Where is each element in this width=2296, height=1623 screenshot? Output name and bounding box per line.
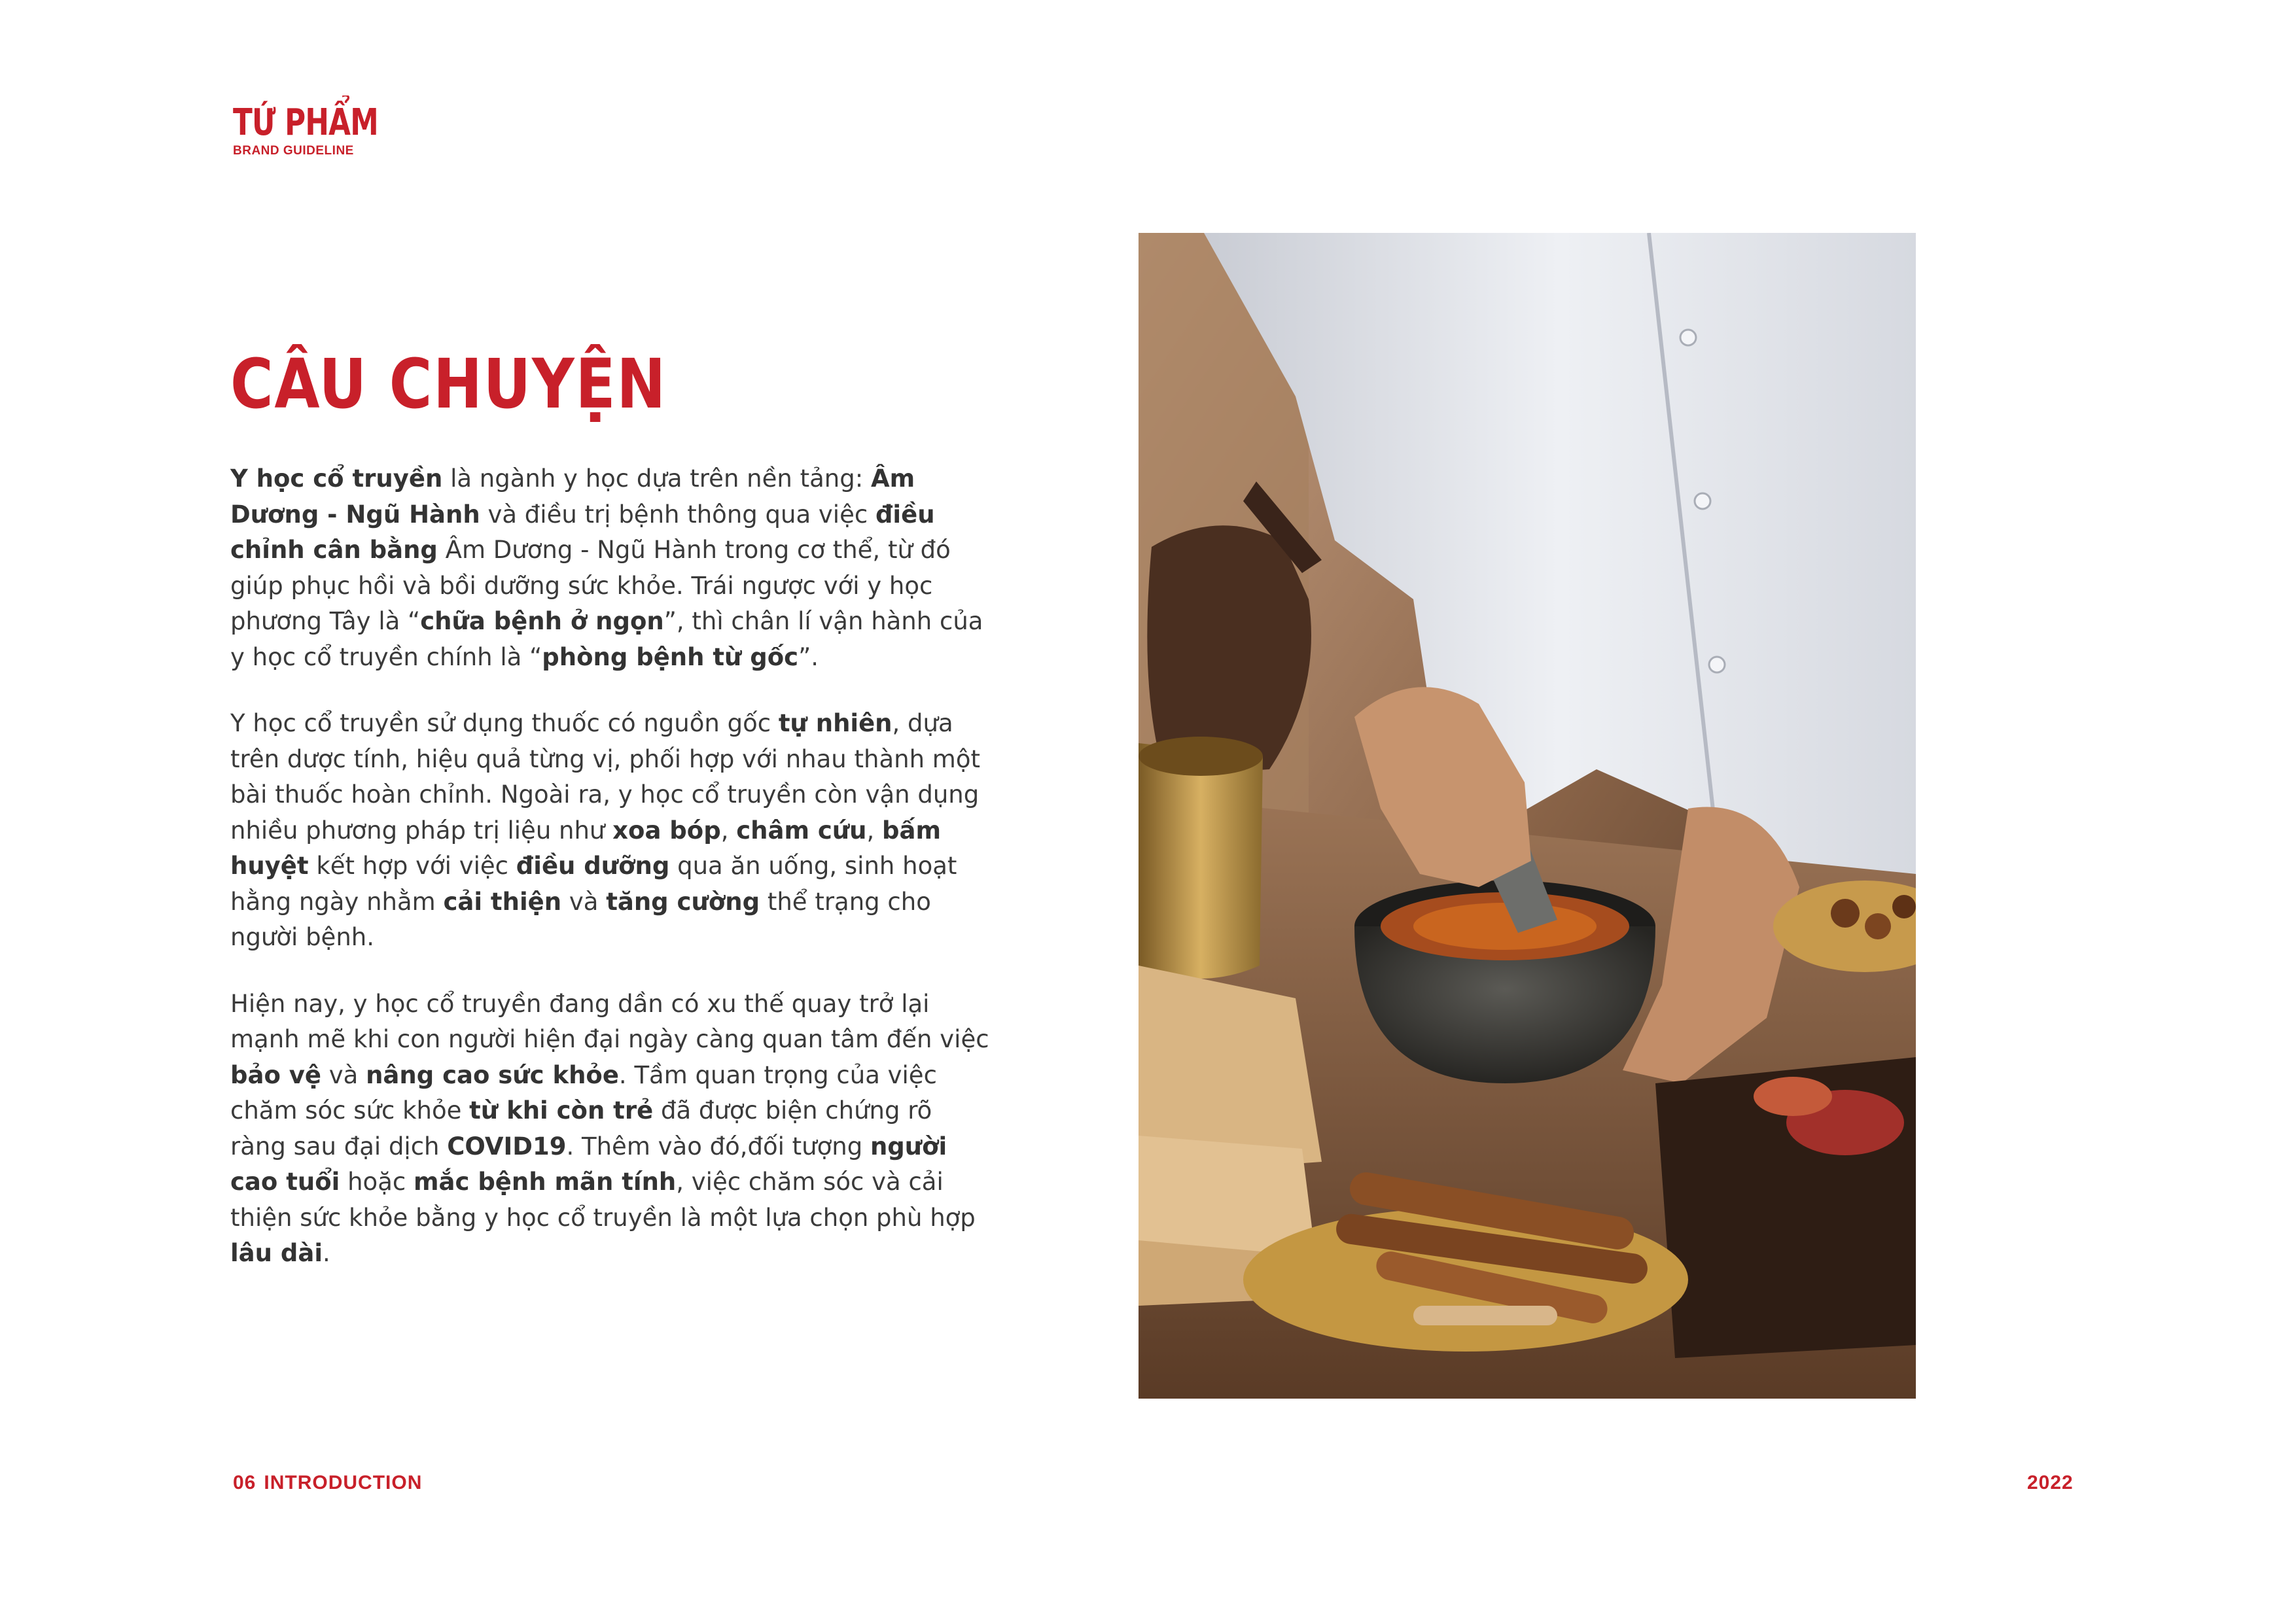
brand-name: TỨ PHẨM — [233, 101, 378, 144]
emphasis-text: xoa bóp — [612, 816, 721, 845]
footer-section — [233, 1472, 422, 1494]
body-text-run: Y học cổ truyền sử dụng thuốc có nguồn gốc — [230, 709, 779, 737]
footer-section-name: INTRODUCTION — [264, 1472, 423, 1493]
emphasis-text: lâu dài — [230, 1239, 323, 1267]
body-text-run: ”. — [798, 642, 819, 671]
body-text-run: , — [866, 816, 883, 845]
emphasis-text: mắc bệnh mãn tính — [413, 1168, 677, 1196]
story-paragraph — [230, 986, 989, 1272]
story-paragraph — [230, 461, 989, 675]
brand-logo — [233, 101, 419, 158]
emphasis-text: điều dưỡng — [516, 852, 670, 880]
body-text-run: và — [561, 887, 607, 916]
body-text-run: và — [321, 1060, 366, 1089]
body-text-run: là ngành y học dựa trên nền tảng: — [442, 464, 871, 493]
footer-page-number: 06 — [233, 1472, 256, 1493]
brand-subtitle: BRAND GUIDELINE — [233, 144, 354, 158]
page-title: CÂU CHUYỆN — [230, 344, 667, 424]
emphasis-text: người cao tuổi — [230, 1132, 947, 1196]
body-text-run: . Thêm vào đó,đối tượng — [566, 1132, 870, 1161]
body-text-run: kết hợp với việc — [308, 852, 516, 880]
body-text-run: ”, thì chân lí vận hành của y học cổ truyền chính là “ — [230, 607, 983, 671]
body-text-run: hoặc — [340, 1168, 414, 1196]
body-text-run: . Tầm quan trọng của việc chăm sóc sức khỏe — [230, 1060, 937, 1125]
emphasis-text: bảo vệ — [230, 1060, 321, 1089]
emphasis-text: chữa bệnh ở ngọn — [420, 607, 664, 635]
body-text-run: Âm Dương - Ngũ Hành trong cơ thể, từ đó giúp phục hồi và bồi dưỡng sức khỏe. Trái ngược với y học phương Tây là “ — [230, 536, 951, 635]
emphasis-text: bấm huyệt — [230, 816, 942, 880]
body-text-run: đã được biện chứng rõ ràng sau đại dịch — [230, 1096, 932, 1161]
emphasis-text: Âm Dương - Ngũ Hành — [230, 464, 915, 529]
story-paragraph — [230, 706, 989, 956]
body-text-run: và điều trị bệnh thông qua việc — [480, 500, 875, 529]
emphasis-text: tự nhiên — [778, 709, 892, 737]
story-body — [230, 461, 989, 1302]
body-text-run: thể trạng cho người bệnh. — [230, 887, 931, 951]
emphasis-text: Y học cổ truyền — [230, 464, 443, 493]
footer-year: 2022 — [2027, 1472, 2074, 1493]
emphasis-text: phòng bệnh từ gốc — [542, 642, 799, 671]
body-text-run: , dựa trên dược tính, hiệu quả từng vị, phối hợp với nhau thành một bài thuốc hoàn chỉnh. Ngoài ra, y học cổ truyền còn vận dụng nhiều phương pháp trị liệu như — [230, 709, 980, 845]
body-text-run: qua ăn uống, sinh hoạt hằng ngày nhằm — [230, 852, 957, 916]
emphasis-text: cải thiện — [443, 887, 562, 916]
emphasis-text: nâng cao sức khỏe — [366, 1060, 619, 1089]
body-text-run: Hiện nay, y học cổ truyền đang dần có xu thế quay trở lại mạnh mẽ khi con người hiện đại ngày càng quan tâm đến việc — [230, 989, 989, 1053]
body-text-run: , — [720, 816, 737, 845]
herbal-mortar-photo — [1139, 233, 1916, 1399]
emphasis-text: châm cứu — [736, 816, 867, 845]
emphasis-text: điều chỉnh cân bằng — [230, 500, 935, 564]
body-text-run: . — [323, 1239, 330, 1267]
emphasis-text: COVID19 — [447, 1132, 567, 1161]
body-text-run: , việc chăm sóc và cải thiện sức khỏe bằng y học cổ truyền là một lựa chọn phù hợp — [230, 1168, 976, 1232]
emphasis-text: từ khi còn trẻ — [469, 1096, 654, 1125]
emphasis-text: tăng cường — [606, 887, 760, 916]
